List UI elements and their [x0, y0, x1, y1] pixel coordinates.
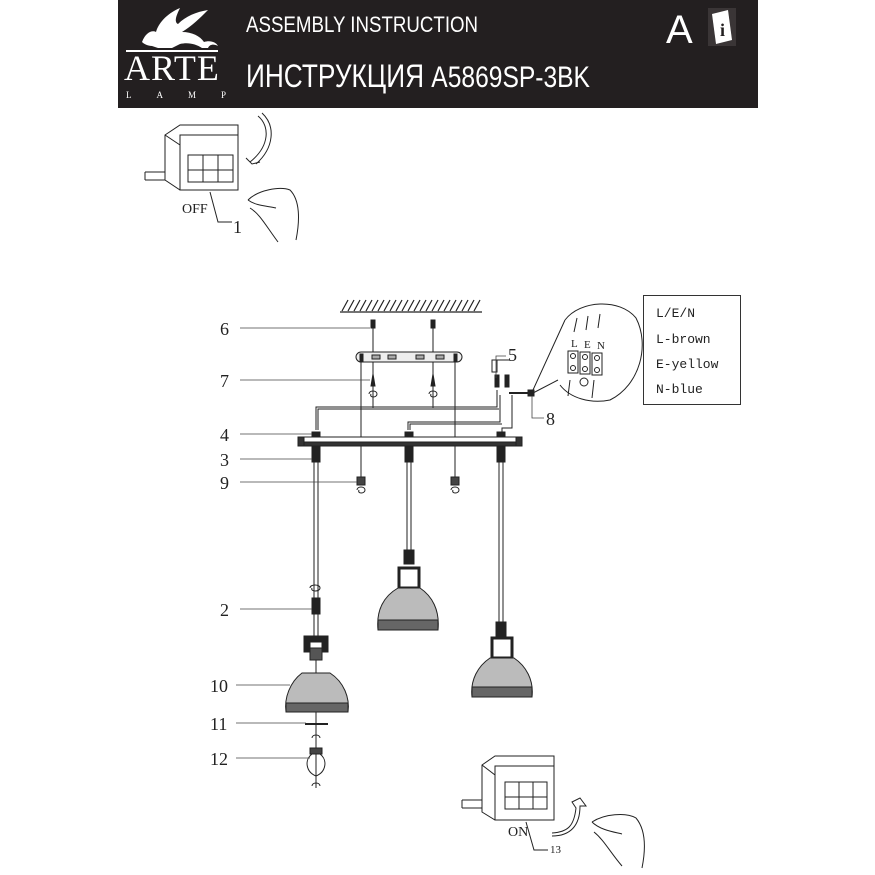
callout-11: 11 [210, 714, 228, 734]
brand-name: ARTE [124, 48, 220, 88]
breaker-box-on-icon [462, 756, 586, 836]
callout-10: 10 [210, 676, 228, 696]
shade-right-icon [472, 658, 533, 697]
power-on-label: ON [508, 825, 529, 840]
callout-1: 1 [233, 217, 242, 237]
power-off-label: OFF [182, 202, 208, 217]
shade-middle-icon [378, 588, 439, 630]
ceiling-hatch [340, 300, 482, 312]
callout-9: 9 [220, 473, 229, 493]
callout-7: 7 [220, 371, 229, 391]
callout-2: 2 [220, 600, 229, 620]
svg-text:i: i [720, 20, 726, 40]
callout-13: 13 [550, 844, 561, 856]
callout-4: 4 [220, 425, 229, 445]
legend-title: L/E/N [656, 306, 696, 321]
title-russian: ИНСТРУКЦИЯ A5869SP-3BK [246, 58, 590, 94]
legend-row-neutral: N-blue [656, 382, 703, 397]
callout-6: 6 [220, 319, 229, 339]
legend-row-live: L-brown [656, 332, 711, 347]
callout-8: 8 [546, 409, 555, 429]
breaker-box-off-icon [145, 113, 271, 190]
terminal-block-zoom-icon [533, 304, 642, 401]
model-number: A5869SP-3BK [431, 61, 590, 94]
hand-off-icon [248, 188, 298, 242]
callout-12: 12 [210, 749, 228, 769]
wiring-legend [643, 295, 741, 405]
shade-left-icon [286, 673, 349, 712]
terminal-label-n: N [597, 340, 605, 352]
terminal-label-l: L [571, 338, 578, 350]
language-badge: A [666, 8, 693, 52]
title-english: ASSEMBLY INSTRUCTION [246, 12, 479, 37]
callout-3: 3 [220, 450, 229, 470]
terminal-label-e: E [584, 339, 591, 351]
hand-on-icon [592, 815, 644, 868]
brand-subtitle: L A M P [126, 90, 226, 100]
legend-row-earth: E-yellow [656, 357, 719, 372]
callout-5: 5 [508, 345, 517, 365]
